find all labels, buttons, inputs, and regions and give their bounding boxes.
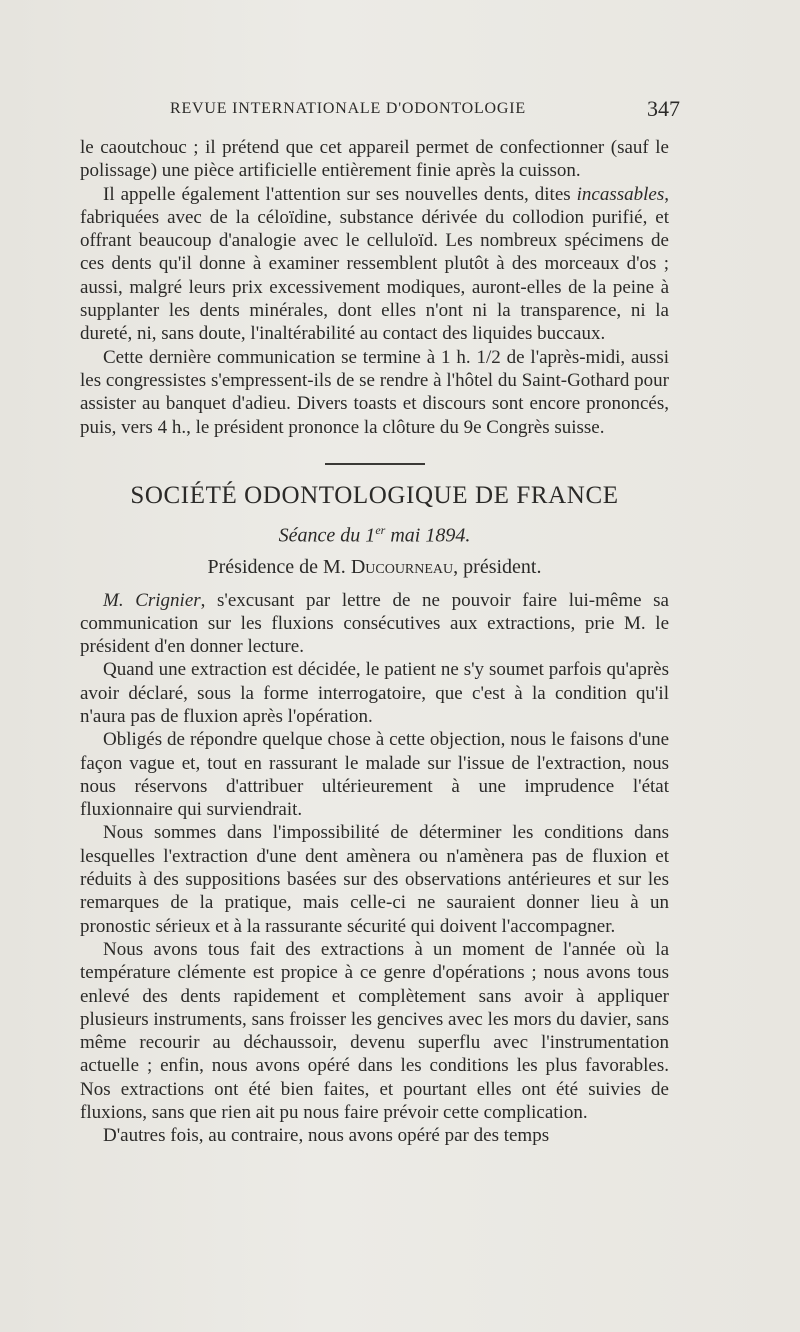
section-title: SOCIÉTÉ ODONTOLOGIQUE DE FRANCE <box>130 481 619 509</box>
paragraph-9: D'autres fois, au contraire, nous avons opéré par des temps <box>103 1125 550 1147</box>
seance-prefix: Séance du 1 <box>278 524 376 547</box>
paragraph-4-speaker: M. Crignier <box>103 589 201 611</box>
paragraph-4-text: , s'excusant par lettre de ne pouvoir faire lui-même sa communication sur les fluxions consécutives aux extractions, prie M. le président d'en donner lecture. <box>80 589 669 658</box>
paragraph-3: Cette dernière communication se termine à 1 h. 1/2 de l'après-midi, aussi les congressistes s'empressent-ils de se rendre à l'hôtel du Saint-Gothard pour assister au banquet d'adieu. Divers toasts et discours sont encore prononcés, puis, vers 4 h., le président prononce la clôture du 9e Congrès suisse. <box>80 346 669 438</box>
seance-date <box>80 517 669 549</box>
paragraph-2-rest: , fabriquées avec de la céloïdine, substance dérivée du collodion purifié, et offrant beaucoup d'analogie avec le celluloïd. Les nombreux spécimens de ces dents qu'il donne à examiner ressemblent plutôt à des morceaux d'os ; aussi, malgré leurs prix excessivement modiques, auront-elles de la peine à supplanter les dents minérales, dont elles n'ont ni la transparence, ni la dureté, ni, sans doute, l'inaltérabilité au contact des liquides buccaux. <box>80 183 669 345</box>
running-title: REVUE INTERNATIONALE D'ODONTOLOGIE <box>170 100 526 117</box>
paragraph-1: le caoutchouc ; il prétend que cet appareil permet de confectionner (sauf le polissage) une pièce artificielle entièrement finie après la cuisson. <box>80 137 669 182</box>
paragraph-8: Nous avons tous fait des extractions à un moment de l'année où la température clémente est propice à ce genre d'opérations ; nous avons tous enlevé des dents rapidement et complètement sans avoir à appliquer plusieurs instruments, sans froisser les gencives avec les mors du davier, sans même recourir au déchaussoir, devenu superflu avec l'instrumentation actuelle ; enfin, nous avons opéré dans les conditions les plus favorables. Nos extractions ont été bien faites, et pourtant elles ont été suivies de fluxions, sans que rien ait pu nous faire prévoir cette complication. <box>80 938 669 1124</box>
paragraph-7: Nous sommes dans l'impossibilité de déterminer les conditions dans lesquelles l'extraction d'une dent amènera ou n'amènera pas de fluxion et réduits à des suppositions basées sur des observations antérieures et sur les remarques de la pratique, mais celle-ci ne sauraient donner lieu à un pronostic sérieux et à la rassurante sécurité qui doivent l'accompagner. <box>80 822 669 937</box>
paragraph-4 <box>80 589 669 659</box>
page-number: 347 <box>647 96 680 121</box>
paragraph-2 <box>80 183 669 346</box>
paragraph-2-lead: Il appelle également l'attention sur ses nouvelles dents, dites <box>103 183 577 205</box>
presidence-name: Ducourneau <box>350 555 454 578</box>
body-text <box>80 136 669 1148</box>
presidence-line <box>80 553 669 581</box>
running-head <box>80 96 680 126</box>
presidence-prefix: Présidence de M. <box>207 555 351 578</box>
presidence-suffix: , président. <box>453 555 542 578</box>
paragraph-6: Obligés de répondre quelque chose à cette objection, nous le faisons d'une façon vague et, tout en rassurant le malade sur l'issue de l'extraction, nous nous réservons d'attribuer ultérieurement à une imprudence l'état fluxionnaire qui surviendrait. <box>80 729 669 821</box>
paragraph-5: Quand une extraction est décidée, le patient ne s'y soumet parfois qu'après avoir déclaré, sous la forme interrogatoire, que c'est à la condition qu'il n'aura pas de fluxion après l'opération. <box>80 659 669 727</box>
section-divider <box>325 463 425 465</box>
seance-sup: er <box>375 522 386 537</box>
paragraph-2-italic: incassables <box>576 183 665 205</box>
seance-suffix: mai 1894. <box>385 524 471 547</box>
